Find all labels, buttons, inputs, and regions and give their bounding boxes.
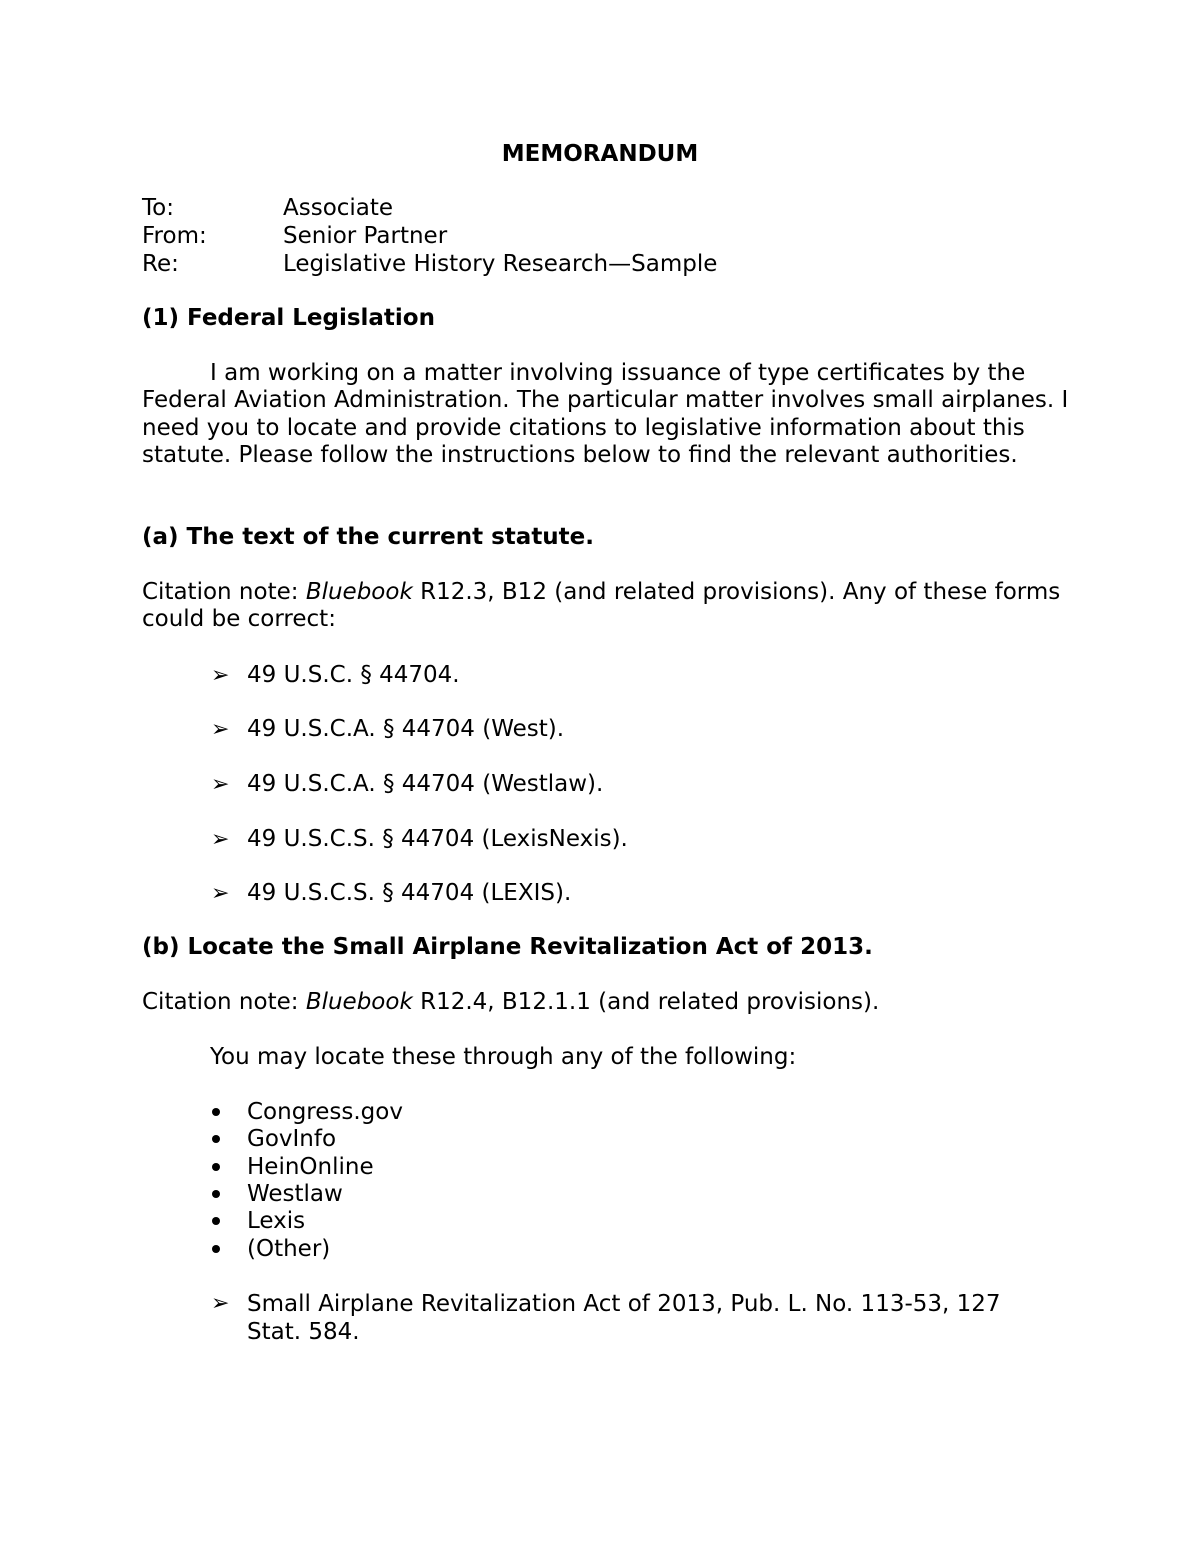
arrow-bullet-icon: ➢ (211, 772, 230, 797)
source-item: (Other) (247, 1236, 331, 1262)
bluebook-title: Bluebook (305, 989, 413, 1015)
locate-intro: You may locate these through any of the following: (210, 1044, 797, 1070)
arrow-bullet-icon: ➢ (211, 663, 230, 688)
citation-note-rest: R12.4, B12.1.1 (and related provisions). (412, 989, 880, 1015)
act-citation: Small Airplane Revitalization Act of 2013, Pub. L. No. 113-53, 127 Stat. 584. (247, 1291, 1001, 1345)
part-a-heading: (a) The text of the current statute. (142, 524, 595, 550)
source-item: Westlaw (247, 1181, 343, 1207)
arrow-bullet-icon: ➢ (211, 1291, 230, 1316)
bluebook-title: Bluebook (305, 579, 413, 605)
part-a-citation-note (142, 579, 1072, 634)
citation-item: 49 U.S.C.S. § 44704 (LEXIS). (247, 880, 572, 906)
bullet-dot-icon (212, 1245, 220, 1253)
re-value: Legislative History Research—Sample (283, 251, 718, 277)
arrow-bullet-icon: ➢ (211, 717, 230, 742)
bullet-dot-icon (212, 1217, 220, 1225)
from-label: From: (142, 223, 207, 249)
part-b-heading: (b) Locate the Small Airplane Revitalization Act of 2013. (142, 934, 873, 960)
arrow-bullet-icon: ➢ (211, 827, 230, 852)
citation-item: 49 U.S.C.A. § 44704 (West). (247, 716, 565, 742)
citation-note-rest: R12.3, B12 (and related provisions). Any of these forms could be correct: (142, 579, 1061, 633)
citation-item: 49 U.S.C.A. § 44704 (Westlaw). (247, 771, 604, 797)
bullet-dot-icon (212, 1135, 220, 1143)
to-label: To: (142, 195, 174, 221)
source-item: HeinOnline (247, 1154, 374, 1180)
re-label: Re: (142, 251, 179, 277)
source-item: Lexis (247, 1208, 306, 1234)
part-b-citation-note (142, 989, 1072, 1016)
source-item: GovInfo (247, 1126, 337, 1152)
from-value: Senior Partner (283, 223, 448, 249)
bullet-dot-icon (212, 1190, 220, 1198)
citation-item: 49 U.S.C.S. § 44704 (LexisNexis). (247, 826, 628, 852)
source-item: Congress.gov (247, 1099, 403, 1125)
citation-item: 49 U.S.C. § 44704. (247, 662, 460, 688)
intro-paragraph (142, 360, 1072, 469)
bullet-dot-icon (212, 1163, 220, 1171)
intro-paragraph-text: I am working on a matter involving issuance of type certificates by the Federal Aviation Administration. The particular matter involves small airplanes. I need you to locate and provide citations to legislative information about this statute. Please follow the instructions below to find the relevant authorities. (142, 360, 1069, 468)
to-value: Associate (283, 195, 394, 221)
memo-title: MEMORANDUM (501, 141, 699, 167)
arrow-bullet-icon: ➢ (211, 881, 230, 906)
section-heading-federal-legislation: (1) Federal Legislation (142, 305, 435, 331)
citation-note-prefix: Citation note: (142, 989, 306, 1015)
bullet-dot-icon (212, 1108, 220, 1116)
citation-note-prefix: Citation note: (142, 579, 306, 605)
